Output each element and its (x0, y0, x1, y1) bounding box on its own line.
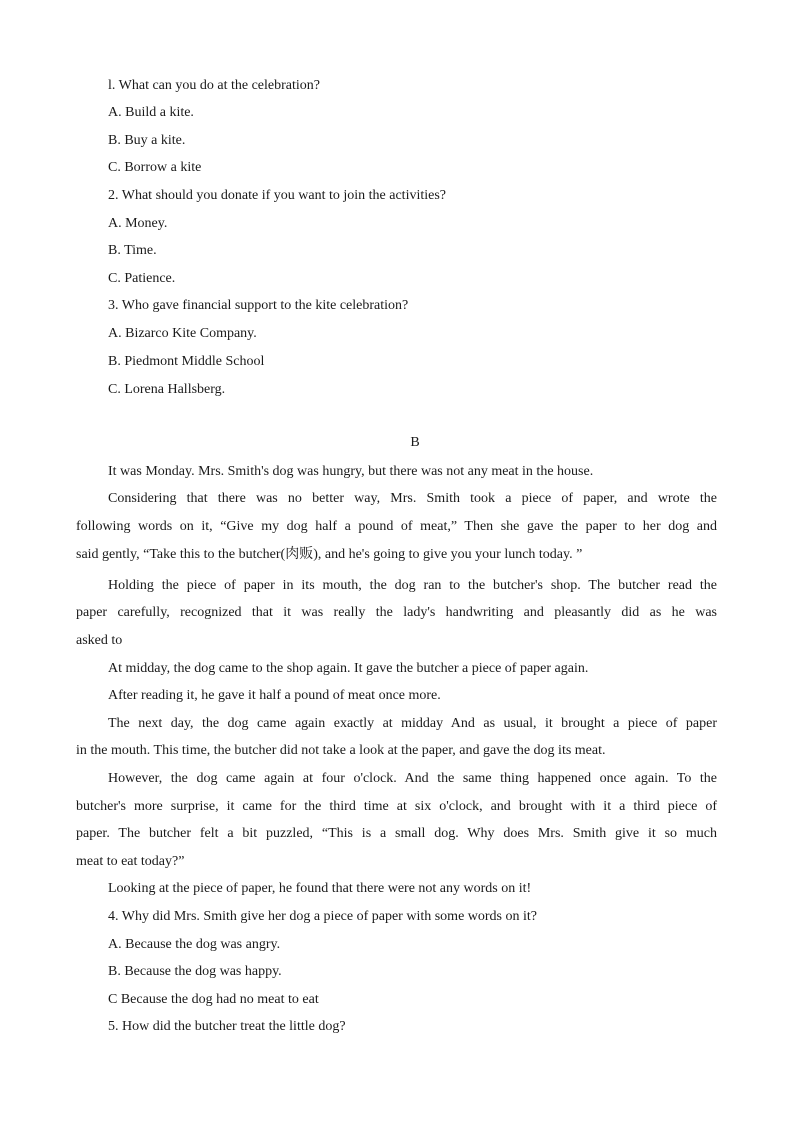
q2-option-c: C. Patience. (108, 271, 176, 286)
question-2: 2. What should you donate if you want to join the activities? (108, 188, 447, 203)
passage-line: following words on it, “Give my dog half a pound of meat,” Then she gave the paper to her dog and (76, 519, 717, 534)
question-1: l. What can you do at the celebration? (108, 78, 320, 93)
passage-line: in the mouth. This time, the butcher did not take a look at the paper, and gave the dog its meat. (76, 743, 606, 758)
passage-line: The next day, the dog came again exactly at midday And as usual, it brought a piece of paper (108, 716, 717, 731)
passage-line: After reading it, he gave it half a pound of meat once more. (108, 688, 441, 703)
q2-option-a: A. Money. (108, 216, 168, 231)
q4-option-c: C Because the dog had no meat to eat (108, 992, 319, 1007)
q2-option-b: B. Time. (108, 243, 157, 258)
q1-option-b: B. Buy a kite. (108, 133, 186, 148)
q3-option-a: A. Bizarco Kite Company. (108, 326, 257, 341)
section-b-heading: B (410, 435, 420, 450)
passage-line: However, the dog came again at four o'clock. And the same thing happened once again. To the (108, 771, 717, 786)
passage-line: It was Monday. Mrs. Smith's dog was hungry, but there was not any meat in the house. (108, 464, 594, 479)
q1-option-c: C. Borrow a kite (108, 160, 202, 175)
passage-line: said gently, “Take this to the butcher(肉贩), and he's going to give you your lunch today. ” (76, 547, 583, 562)
passage-line: butcher's more surprise, it came for the third time at six o'clock, and brought with it a third piece of (76, 799, 717, 814)
q3-option-b: B. Piedmont Middle School (108, 354, 265, 369)
q4-option-a: A. Because the dog was angry. (108, 937, 281, 952)
passage-line: paper carefully, recognized that it was really the lady's handwriting and pleasantly did as he was (76, 605, 717, 620)
passage-line: Considering that there was no better way, Mrs. Smith took a piece of paper, and wrote the (108, 491, 717, 506)
q4-option-b: B. Because the dog was happy. (108, 964, 282, 979)
question-5: 5. How did the butcher treat the little dog? (108, 1019, 346, 1034)
passage-line: Holding the piece of paper in its mouth, the dog ran to the butcher's shop. The butcher read the (108, 578, 717, 593)
question-4: 4. Why did Mrs. Smith give her dog a piece of paper with some words on it? (108, 909, 537, 924)
passage-line: meat to eat today?” (76, 854, 185, 869)
passage-line: paper. The butcher felt a bit puzzled, “This is a small dog. Why does Mrs. Smith give it so much (76, 826, 717, 841)
question-3: 3. Who gave financial support to the kite celebration? (108, 298, 409, 313)
passage-line: asked to (76, 633, 123, 648)
q3-option-c: C. Lorena Hallsberg. (108, 382, 226, 397)
q1-option-a: A. Build a kite. (108, 105, 194, 120)
passage-line: At midday, the dog came to the shop again. It gave the butcher a piece of paper again. (108, 661, 589, 676)
passage-line: Looking at the piece of paper, he found that there were not any words on it! (108, 881, 532, 896)
